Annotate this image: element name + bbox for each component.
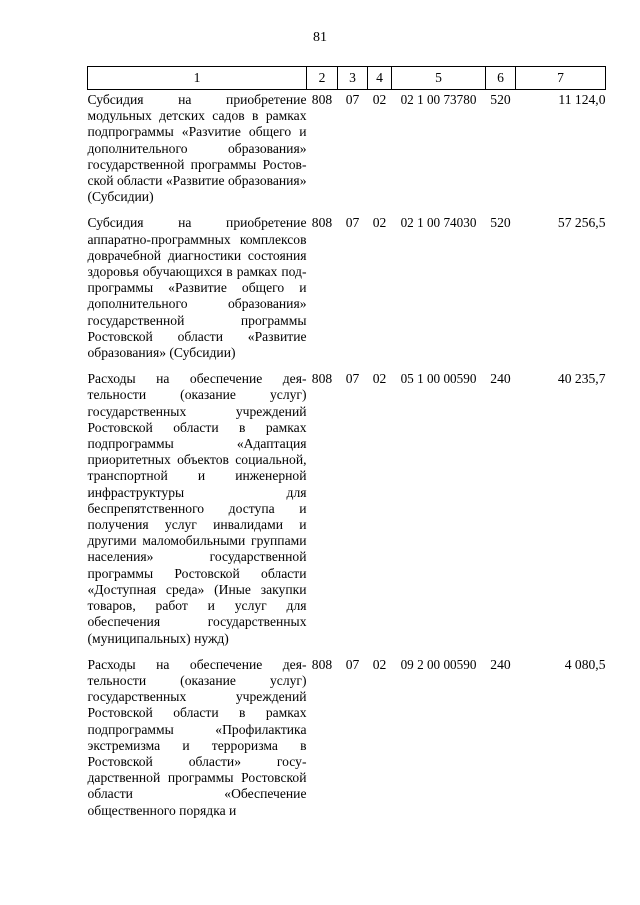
row-description: Расходы на обеспечение деятельности (оказание услуг) государственных учреждений Ростовской области в рамках подпрограммы «Профилактика экстремизма и терроризма в Ростовской области» государственной программы Ростовской области «Обеспечение общественного порядка и bbox=[87, 656, 307, 818]
row-ministry-code: 808 bbox=[311, 215, 333, 231]
row-target-article: 02 1 00 73780 bbox=[400, 92, 477, 107]
table-row bbox=[88, 655, 606, 827]
row-expense-type: 240 bbox=[490, 371, 511, 387]
row-target-article: 09 2 00 00590 bbox=[400, 656, 477, 672]
header-col-2: 2 bbox=[307, 67, 338, 90]
row-ministry-code: 808 bbox=[311, 656, 333, 672]
header-col-6: 6 bbox=[486, 67, 516, 90]
header-col-3: 3 bbox=[338, 67, 368, 90]
row-target-article: 02 1 00 74030 bbox=[400, 215, 477, 231]
row-section: 07 bbox=[345, 371, 360, 387]
row-ministry-code: 808 bbox=[311, 371, 333, 387]
table-row bbox=[88, 213, 606, 369]
table-header-row bbox=[88, 67, 606, 90]
row-description: Субсидия на приобретение аппаратно-программных комплексов доврачебной диагностики состояния здоровья обучающихся в рамках подпрограммы «Развитие общего и дополнительного образования» государственной программы Ростовской области «Развитие образования» (Субсидии) bbox=[87, 215, 307, 361]
row-subsection: 02 bbox=[372, 656, 387, 672]
row-subsection: 02 bbox=[372, 215, 387, 231]
row-amount: 57 256,5 bbox=[557, 215, 606, 231]
row-expense-type: 240 bbox=[490, 656, 511, 672]
row-description: Субсидия на приобретение модульных детских садов в рамках подпрограммы «Разvитие общего и дополнительного образования» государственной программы Ростовской области «Развитие образования» (Субсидии) bbox=[87, 92, 307, 205]
row-section: 07 bbox=[345, 92, 360, 107]
row-description: Расходы на обеспечение деятельности (оказание услуг) государственных учреждений Ростовской области в рамках подпрограммы «Адаптация приоритетных объектов социальной, транспортной и инженерной инфраструктуры для беспрепятственного доступа и получения услуг инвалидами и другими маломобильными группами населения» государственной программы Ростовской области «Доступная среда» (Иные закупки товаров, работ и услуг для обеспечения государственных (муниципальных) нужд) bbox=[87, 371, 307, 646]
row-amount: 40 235,7 bbox=[557, 371, 606, 387]
row-subsection: 02 bbox=[372, 371, 387, 387]
budget-table bbox=[87, 66, 606, 827]
table-row bbox=[88, 369, 606, 654]
row-ministry-code: 808 bbox=[311, 92, 333, 107]
row-section: 07 bbox=[345, 215, 360, 231]
header-col-7: 7 bbox=[516, 67, 606, 90]
header-col-4: 4 bbox=[368, 67, 392, 90]
row-expense-type: 520 bbox=[490, 215, 511, 231]
table-row bbox=[88, 90, 606, 214]
row-expense-type: 520 bbox=[490, 92, 511, 107]
row-target-article: 05 1 00 00590 bbox=[400, 371, 477, 387]
row-amount: 11 124,0 bbox=[558, 92, 606, 107]
row-subsection: 02 bbox=[372, 92, 387, 107]
row-amount: 4 080,5 bbox=[564, 656, 606, 672]
header-col-1: 1 bbox=[88, 67, 307, 90]
row-section: 07 bbox=[345, 656, 360, 672]
header-col-5: 5 bbox=[392, 67, 486, 90]
page-number: 81 bbox=[313, 30, 327, 45]
